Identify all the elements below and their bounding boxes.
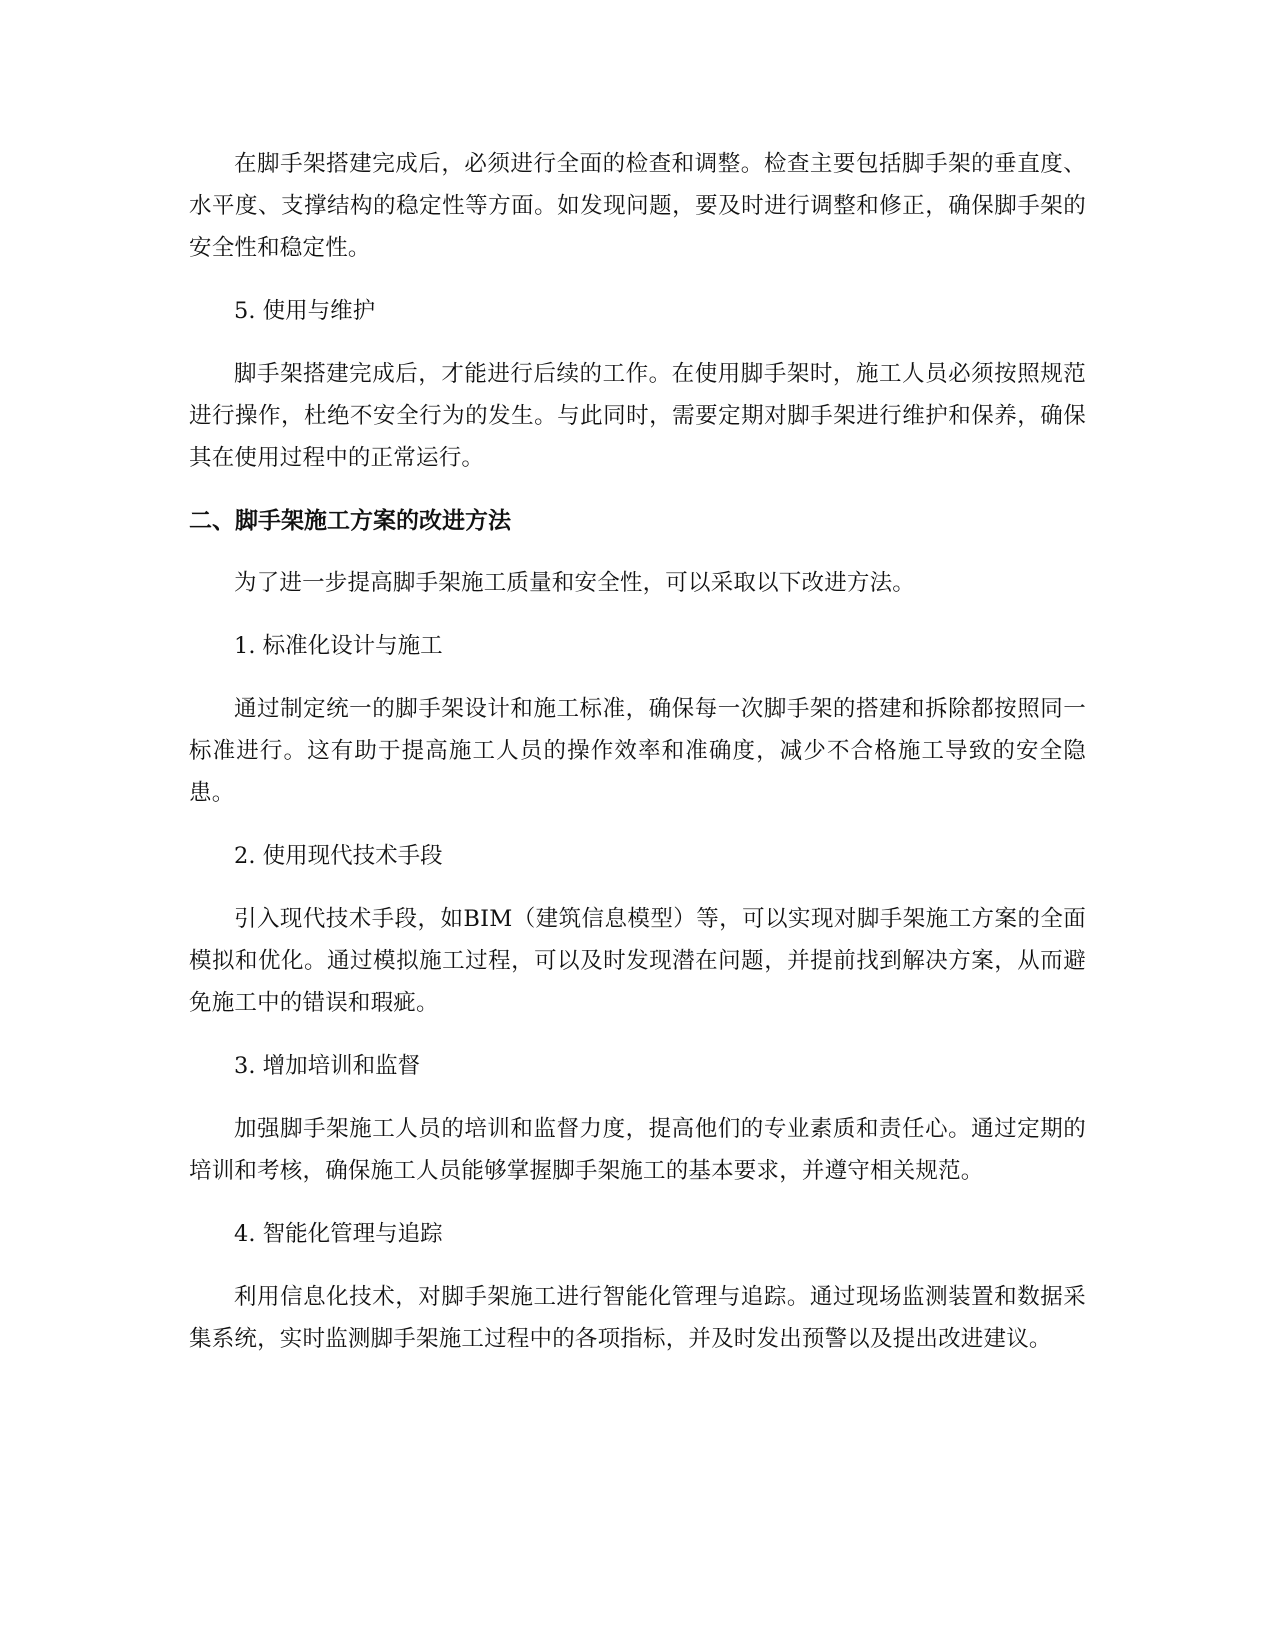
paragraph-smart-management: 利用信息化技术，对脚手架施工进行智能化管理与追踪。通过现场监测装置和数据采集系统，实时监测脚手架施工过程中的各项指标，并及时发出预警以及提出改进建议。 <box>189 1284 1086 1352</box>
paragraph-training-supervision: 加强脚手架施工人员的培训和监督力度，提高他们的专业素质和责任心。通过定期的培训和考核，确保施工人员能够掌握脚手架施工的基本要求，并遵守相关规范。 <box>189 1116 1086 1184</box>
section-heading-improvement: 二、脚手架施工方案的改进方法 <box>189 508 511 534</box>
subheading-standardization: 1. 标准化设计与施工 <box>234 633 443 659</box>
subheading-use-maintenance: 5. 使用与维护 <box>234 298 376 324</box>
paragraph-modern-technology: 引入现代技术手段，如BIM（建筑信息模型）等，可以实现对脚手架施工方案的全面模拟和优化。通过模拟施工过程，可以及时发现潜在问题，并提前找到解决方案，从而避免施工中的错误和瑕疵。 <box>189 906 1086 1016</box>
paragraph-use-maintenance: 脚手架搭建完成后，才能进行后续的工作。在使用脚手架时，施工人员必须按照规范进行操作，杜绝不安全行为的发生。与此同时，需要定期对脚手架进行维护和保养，确保其在使用过程中的正常运行。 <box>189 361 1086 471</box>
paragraph-standardization: 通过制定统一的脚手架设计和施工标准，确保每一次脚手架的搭建和拆除都按照同一标准进行。这有助于提高施工人员的操作效率和准确度，减少不合格施工导致的安全隐患。 <box>189 696 1086 806</box>
subheading-training-supervision: 3. 增加培训和监督 <box>234 1053 421 1079</box>
paragraph-inspection: 在脚手架搭建完成后，必须进行全面的检查和调整。检查主要包括脚手架的垂直度、水平度、支撑结构的稳定性等方面。如发现问题，要及时进行调整和修正，确保脚手架的安全性和稳定性。 <box>189 151 1086 261</box>
document-body <box>189 143 1086 1360</box>
subheading-smart-management: 4. 智能化管理与追踪 <box>234 1221 443 1247</box>
subheading-modern-technology: 2. 使用现代技术手段 <box>234 843 443 869</box>
paragraph-improvement-intro: 为了进一步提高脚手架施工质量和安全性，可以采取以下改进方法。 <box>234 570 916 596</box>
